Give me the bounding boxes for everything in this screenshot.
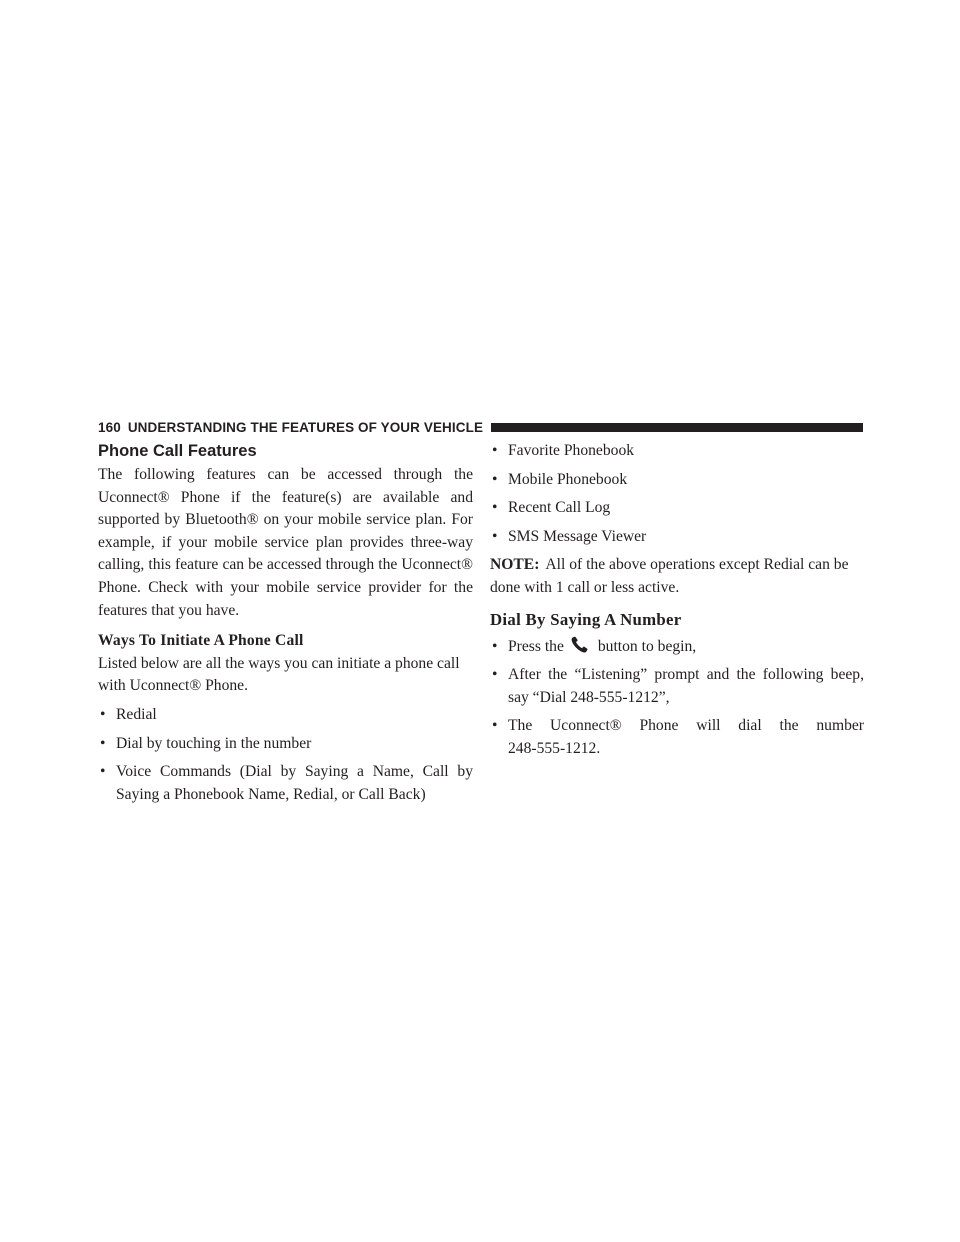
bullet: • xyxy=(492,637,498,655)
bullet: • xyxy=(492,527,498,545)
list-item: • Redial xyxy=(98,704,473,727)
initiate-call-paragraph: Listed below are all the ways you can initiate a phone call with Uconnect® Phone. xyxy=(98,654,460,695)
list-item: • After the “Listening” prompt and the following beep, say “Dial 248-555-1212”, xyxy=(492,666,864,706)
section-title: UNDERSTANDING THE FEATURES OF YOUR VEHICLE xyxy=(127,419,484,435)
bullet: • xyxy=(100,705,106,723)
bullet: • xyxy=(492,470,498,488)
bullet: • xyxy=(492,666,498,684)
dial-number: 248-555-1212. xyxy=(508,739,601,757)
bullet: • xyxy=(492,717,498,735)
subheading-dial-number: Dial By Saying A Number xyxy=(490,609,682,629)
note-label: NOTE: xyxy=(490,556,540,574)
subheading-initiate-call: Ways To Initiate A Phone Call xyxy=(98,632,304,650)
dial-steps-list xyxy=(490,636,864,761)
header-rule xyxy=(491,423,863,432)
note-paragraph xyxy=(490,554,864,599)
left-column xyxy=(98,440,473,806)
bullet: • xyxy=(492,442,498,459)
intro-paragraph: The following features can be accessed through the Uconnect® Phone if the feature(s) are available and supported by Bluetooth® on your mobile service plan. For example, if your mobile service plan provides three-way calling, this feature can be accessed through the Uconnect® Phone. Check with your mobile service provider for the features that you have. xyxy=(98,466,473,619)
right-column xyxy=(490,440,864,761)
list-item: • Press the button to begin, xyxy=(490,636,864,659)
list-item: • Dial by touching in the number xyxy=(98,733,473,756)
dial-line: The Uconnect® Phone will dial the number xyxy=(508,717,864,735)
feature-list xyxy=(490,440,864,548)
section-heading: Phone Call Features xyxy=(98,442,257,460)
phone-icon xyxy=(570,636,590,654)
list-item: • SMS Message Viewer xyxy=(490,526,864,549)
page-number: 160 xyxy=(98,419,121,435)
bullet: • xyxy=(492,499,498,517)
bullet: • xyxy=(100,763,106,781)
list-item: • Recent Call Log xyxy=(490,497,864,520)
list-item: • Voice Commands (Dial by Saying a Name, Call by Saying a Phonebook Name, Redial, or Call Back) xyxy=(100,763,473,803)
list-item: • Favorite Phonebook xyxy=(490,440,864,463)
note-text: All of the above operations except Redial can be done with 1 call or less active. xyxy=(490,556,849,596)
initiate-call-list xyxy=(98,704,473,806)
bullet: • xyxy=(100,734,106,752)
page-header xyxy=(98,418,863,436)
list-item xyxy=(490,715,864,760)
list-item: • Mobile Phonebook xyxy=(490,469,864,492)
